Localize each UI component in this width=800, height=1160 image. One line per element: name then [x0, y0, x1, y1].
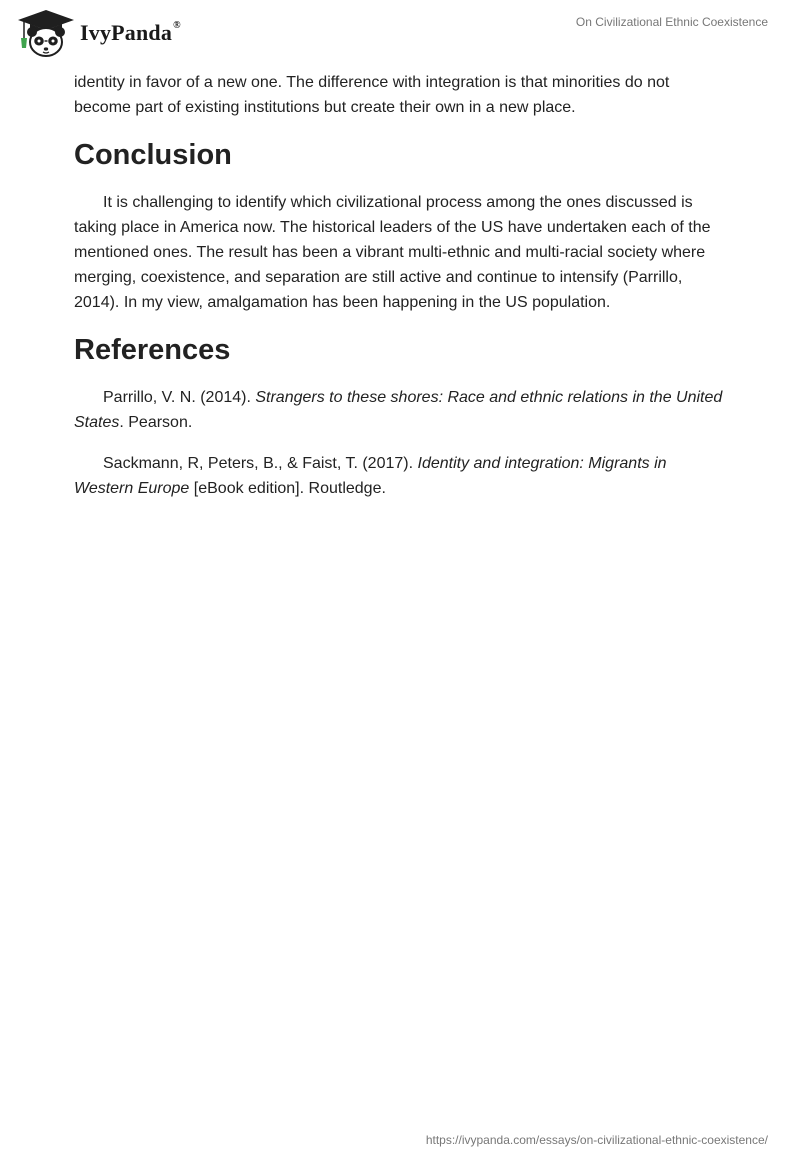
reference-authors: Sackmann, R, Peters, B., & Faist, T. (2017).: [103, 455, 418, 472]
footer-url-link[interactable]: https://ivypanda.com/essays/on-civilizational-ethnic-coexistence/: [425, 1133, 768, 1147]
document-title: On Civilizational Ethnic Coexistence: [575, 15, 768, 29]
essay-content: [74, 70, 726, 517]
references-heading: References: [74, 334, 231, 366]
reference-item: [74, 451, 726, 501]
reference-title: Strangers to these shores: Race and ethnic relations in the United States: [74, 389, 723, 431]
reference-item: [74, 385, 726, 435]
registered-mark: ®: [173, 19, 181, 31]
reference-authors: Parrillo, V. N. (2014).: [103, 389, 256, 406]
brand-name-text: IvyPanda: [80, 20, 173, 45]
conclusion-paragraph: It is challenging to identify which civilizational process among the ones discussed is taking place in America now. The historical leaders of the US have undertaken each of the mentioned ones. The result has been a vibrant multi-ethnic and multi-racial society where merging, coexistence, and separation are still active and continue to intensify (Parrillo, 2014). In my view, amalgamation has been happening in the US population.: [74, 194, 711, 311]
conclusion-heading: Conclusion: [74, 139, 232, 171]
reference-publisher: [eBook edition]. Routledge.: [189, 480, 386, 497]
brand-name[interactable]: [80, 20, 181, 46]
page-header: [0, 0, 800, 66]
panda-logo-icon[interactable]: [14, 8, 78, 58]
intro-paragraph: identity in favor of a new one. The difference with integration is that minorities do not become part of existing institutions but create their own in a new place.: [74, 74, 670, 116]
reference-title: Identity and integration: Migrants in Western Europe: [74, 455, 667, 497]
reference-publisher: . Pearson.: [119, 414, 193, 431]
